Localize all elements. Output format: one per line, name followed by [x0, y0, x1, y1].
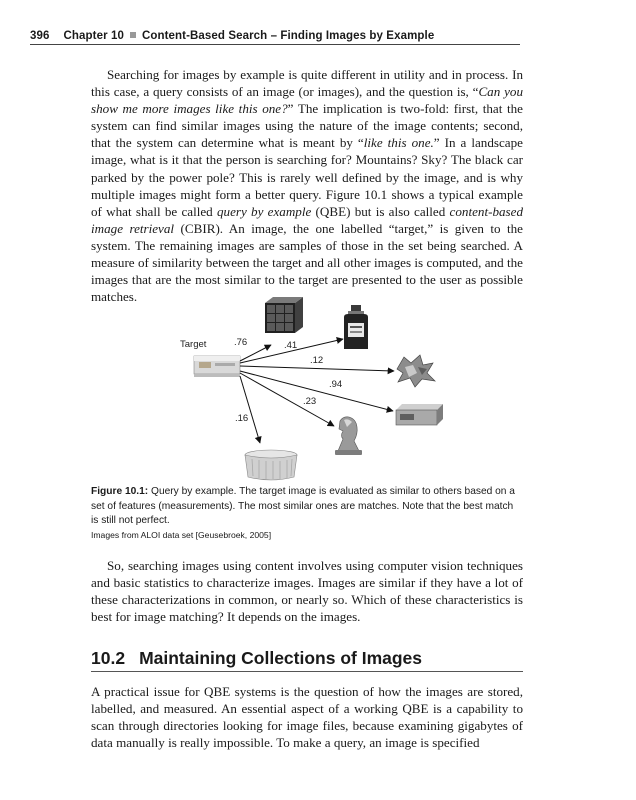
italic-run: like this one. — [363, 135, 434, 151]
rubiks-cube-icon — [265, 297, 303, 333]
caption-label: Figure 10.1: — [91, 486, 149, 497]
italic-run: query by example — [216, 203, 312, 219]
figure-query-by-example — [91, 293, 523, 473]
text-run: Searching for images by example is quite different in utility and in process. In this case, a query consists of an image (or images), and the question is, “ — [91, 67, 523, 100]
arrow-to-ramekin — [240, 376, 260, 443]
section-number: 10.2 — [91, 648, 126, 668]
paragraph-section-body: A practical issue for QBE systems is the question of how the images are stored, labelled, and measured. An essential aspect of a working QBE is a capability to scan through directories looking for image files, because examining gigabytes of data manually is really impossible. To make a query, an image is specified — [91, 684, 523, 751]
paragraph-intro — [91, 66, 523, 305]
running-head — [30, 30, 520, 45]
similarity-label: .12 — [310, 355, 324, 366]
ramekin-icon — [245, 450, 297, 480]
separator-square-icon — [130, 32, 136, 38]
italic-run: content-based image retrieval — [91, 203, 523, 236]
text-run: ” In a landscape image, what is it that the person is searching for? Mountains? Sky? The black car parked by the power pole? This is rarely well defined by the image, and is why multiple images might form a better query. Figure 10.1 shows a typical example of what shall be called — [91, 135, 523, 219]
text-run: (QBE) but is also called — [311, 203, 450, 219]
text-run: (CBIR). An image, the one labelled “target,” is given to the system. The remaining images are samples of those in the set being searched. A measure of similarity between the target and all other images is computed, and the images that are the most similar to the target are presented to the user as possible matches. — [91, 220, 523, 305]
similarity-label: .16 — [235, 413, 249, 424]
caption-text: Query by example. The target image is evaluated as similar to others based on a set of features (measurements). The most similar ones are matches. Note that the best match is still not perfect. — [91, 486, 515, 526]
section-heading — [91, 648, 523, 672]
chapter-label: Chapter 10 — [63, 30, 124, 42]
similarity-label: .94 — [329, 379, 343, 390]
similarity-label: .23 — [303, 396, 317, 407]
arrow-to-crumpled — [240, 366, 394, 371]
liquor-bottle-icon — [344, 305, 368, 349]
qbe-diagram — [91, 293, 523, 473]
italic-run: Can you show me more images like this one? — [91, 84, 523, 117]
crumpled-object-icon — [397, 355, 435, 387]
section-title: Maintaining Collections of Images — [139, 648, 423, 668]
text-run: ” The implication is two-fold: first, that the system can find similar images using the nature of the image contents; second, that the system can determine what is meant by “ — [91, 101, 523, 151]
chapter-title: Content-Based Search – Finding Images by Example — [141, 30, 435, 42]
page-number: 396 — [30, 30, 50, 42]
chess-knight-icon — [335, 417, 362, 455]
arrow-to-knight — [240, 373, 334, 426]
figure-caption — [91, 485, 523, 529]
target-label: Target — [180, 339, 207, 350]
target-box-icon — [194, 356, 240, 377]
box-icon — [396, 404, 443, 425]
similarity-label: .41 — [284, 340, 298, 351]
paragraph-summary: So, searching images using content involves using computer vision techniques and basic statistics to characterize images. Images are similar if they have a lot of these characterizations in common, or nearly so. Which of these characteristics is best for image matching? It depends on the images. — [91, 558, 523, 625]
figure-credit: Images from ALOI data set [Geusebroek, 2005] — [91, 530, 272, 540]
similarity-label: .76 — [234, 337, 248, 348]
arrow-to-box — [240, 371, 393, 411]
